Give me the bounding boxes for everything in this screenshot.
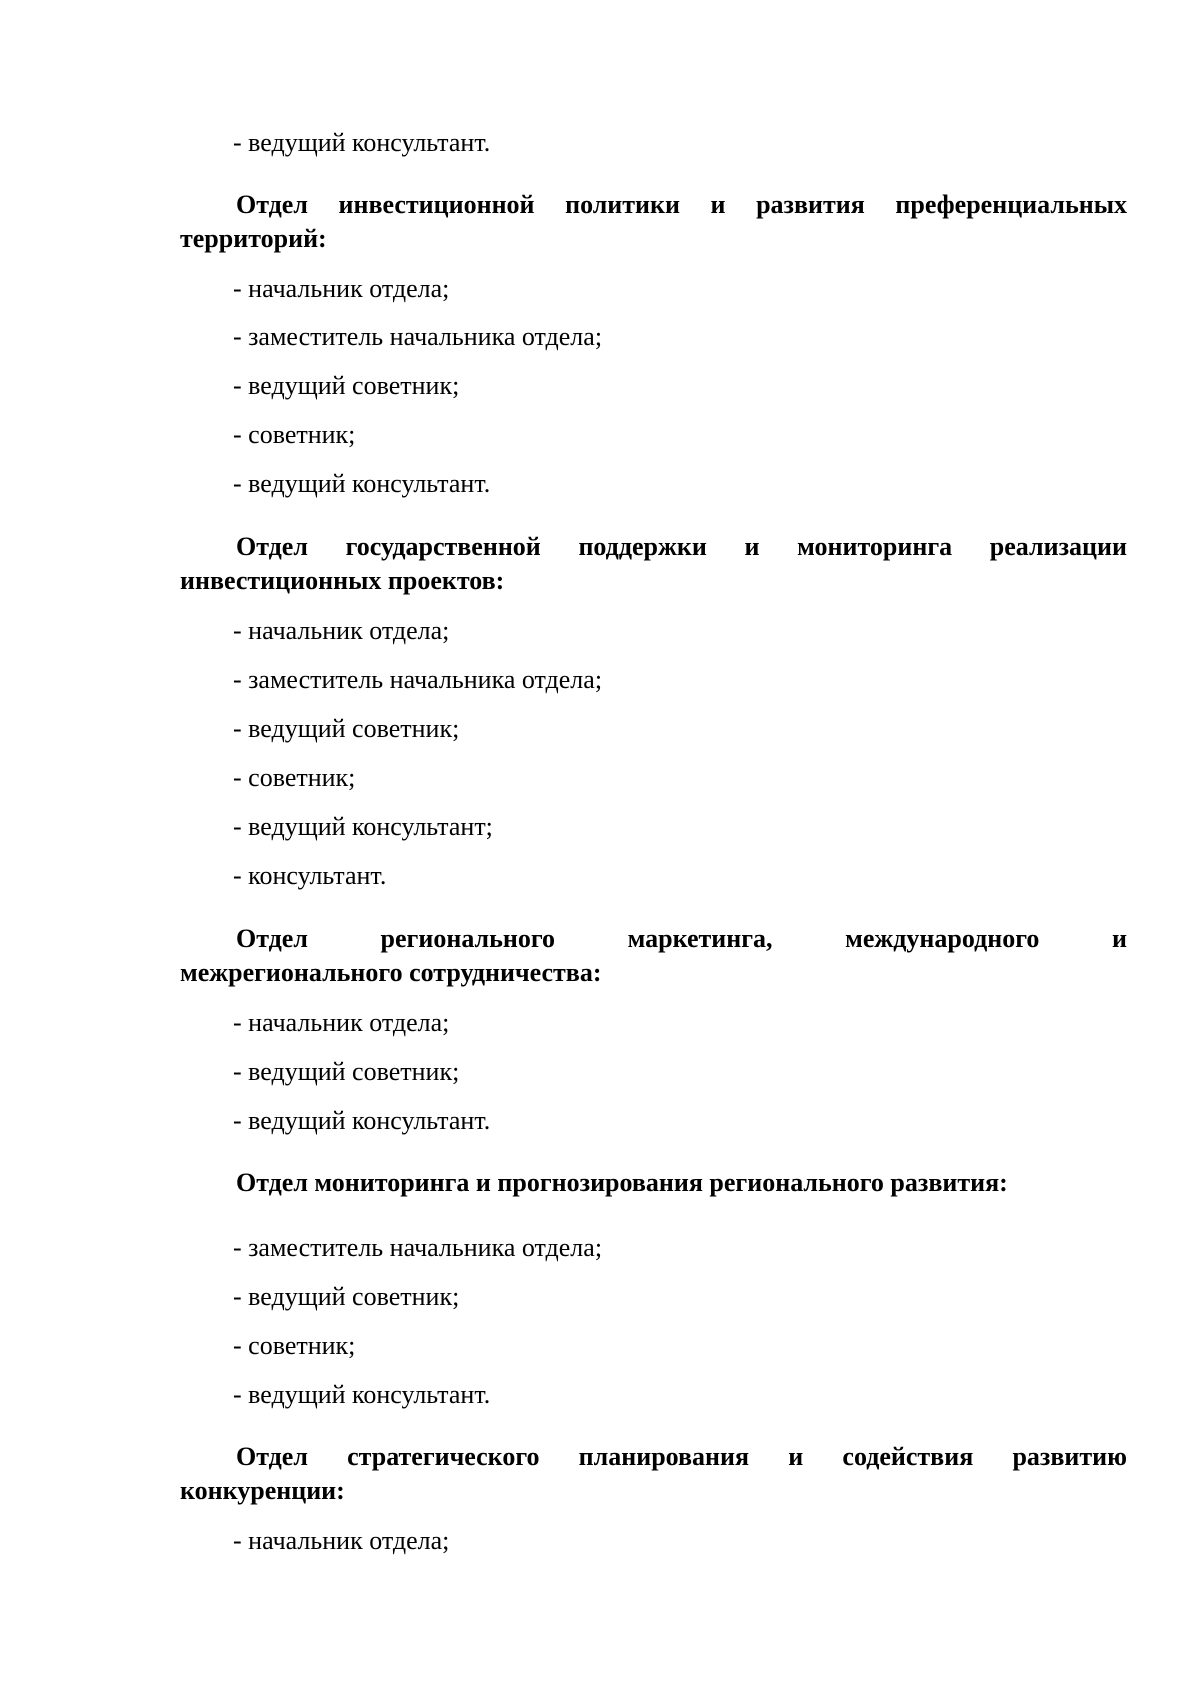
list-item: - ведущий советник; (233, 371, 460, 400)
heading-line: Отдел инвестиционной политики и развития преференциальных (236, 190, 1127, 219)
list-item: - советник; (233, 420, 356, 449)
heading-line: территорий: (180, 224, 327, 253)
heading-line: инвестиционных проектов: (180, 566, 505, 595)
section-heading (180, 530, 1127, 598)
list-item: - начальник отдела; (233, 1526, 450, 1555)
section-heading (180, 1440, 1127, 1508)
section-heading: Отдел мониторинга и прогнозирования регионального развития: (236, 1168, 1008, 1197)
list-item: - ведущий консультант; (233, 812, 493, 841)
section-heading (180, 922, 1127, 990)
list-item: - начальник отдела; (233, 274, 450, 303)
heading-line: конкуренции: (180, 1476, 345, 1505)
list-item: - ведущий советник; (233, 1057, 460, 1086)
section-heading (180, 188, 1127, 256)
heading-line: Отдел регионального маркетинга, международного и (236, 924, 1127, 953)
heading-line: Отдел государственной поддержки и мониторинга реализации (236, 532, 1127, 561)
list-item: - ведущий консультант. (233, 469, 491, 498)
list-item: - ведущий советник; (233, 714, 460, 743)
list-item: - ведущий консультант. (233, 128, 491, 157)
heading-line: Отдел стратегического планирования и содействия развитию (236, 1442, 1127, 1471)
list-item: - консультант. (233, 861, 387, 890)
list-item: - начальник отдела; (233, 616, 450, 645)
heading-line: межрегионального сотрудничества: (180, 958, 602, 987)
list-item: - заместитель начальника отдела; (233, 665, 603, 694)
list-item: - советник; (233, 763, 356, 792)
list-item: - ведущий консультант. (233, 1106, 491, 1135)
list-item: - советник; (233, 1331, 356, 1360)
list-item: - ведущий советник; (233, 1282, 460, 1311)
list-item: - заместитель начальника отдела; (233, 1233, 603, 1262)
list-item: - начальник отдела; (233, 1008, 450, 1037)
list-item: - заместитель начальника отдела; (233, 322, 603, 351)
list-item: - ведущий консультант. (233, 1380, 491, 1409)
